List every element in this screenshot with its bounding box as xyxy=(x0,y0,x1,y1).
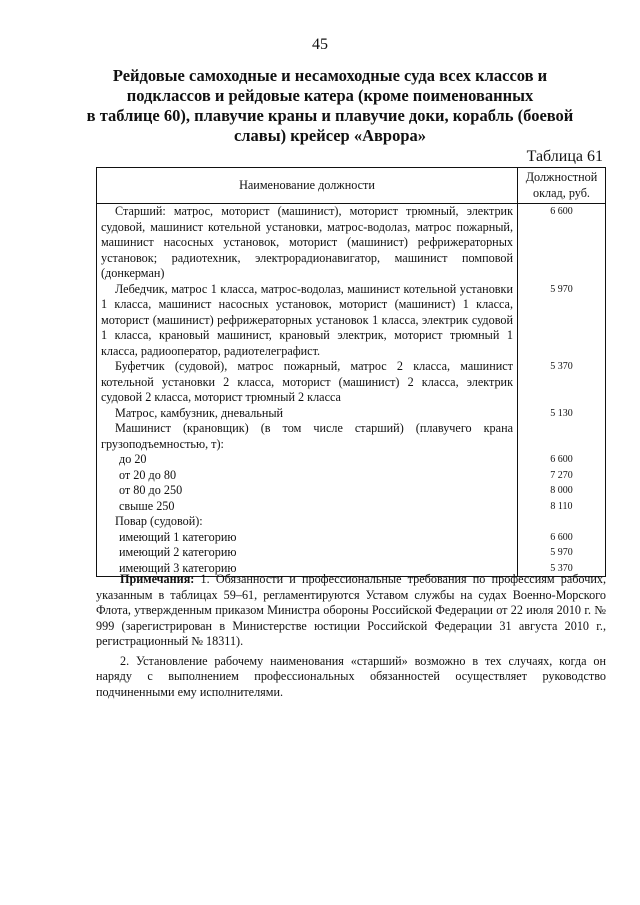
notes-label: Примечания: xyxy=(120,572,195,586)
title-line: в таблице 60), плавучие краны и плавучие доки, корабль (боевой xyxy=(86,106,574,125)
salary-cell: 8 110 xyxy=(518,499,606,515)
note-1-text: 1. Обязанности и профессиональные требования по профессиям рабочих, указанным в таблицах 59–61, регламентируются Уставом службы на судах Военно-Морского Флота, утвержденным приказом Министра обороны Российской Федерации от 22 июля 2010 г. № 999 (зарегистрирован в Министерстве юстиции Российской Федерации 31 августа 2010 г., регистрационный № 18311). xyxy=(96,572,607,648)
salary-cell: 8 000 xyxy=(518,483,606,499)
note-1 xyxy=(96,572,606,650)
position-name-cell: имеющий 3 категорию xyxy=(97,561,518,577)
table-body xyxy=(97,204,606,577)
position-name-cell: Повар (судовой): xyxy=(97,514,518,530)
title-line: славы) крейсер «Аврора» xyxy=(233,126,427,145)
salary-cell: 5 370 xyxy=(518,561,606,577)
table-row xyxy=(97,421,606,452)
table-row xyxy=(97,452,606,468)
note-2 xyxy=(96,654,606,701)
salary-table xyxy=(96,167,606,577)
table-row xyxy=(97,359,606,406)
table-row xyxy=(97,499,606,515)
header-salary: Должностной оклад, руб. xyxy=(518,168,606,204)
document-title xyxy=(80,66,580,146)
table-row xyxy=(97,282,606,360)
position-name-cell: до 20 xyxy=(97,452,518,468)
salary-cell: 5 370 xyxy=(518,359,606,406)
position-name-cell: свыше 250 xyxy=(97,499,518,515)
salary-cell: 6 600 xyxy=(518,530,606,546)
salary-cell: 5 970 xyxy=(518,545,606,561)
position-name-cell: Старший: матрос, моторист (машинист), моторист трюмный, электрик судовой, машинист котельной установки, матрос-водолаз, матрос пожарный, машинист насосных установок, моторист (машинист) рефрижераторных установок; радиотехник, электрорадионавигатор, машинист помповой (донкерман) xyxy=(97,204,518,282)
position-name-cell: от 80 до 250 xyxy=(97,483,518,499)
table-row xyxy=(97,545,606,561)
table-header-row xyxy=(97,168,606,204)
position-name-cell: Матрос, камбузник, дневальный xyxy=(97,406,518,422)
table-row xyxy=(97,468,606,484)
table-row xyxy=(97,514,606,530)
salary-cell: 5 970 xyxy=(518,282,606,360)
header-position-name: Наименование должности xyxy=(97,168,518,204)
salary-cell: 6 600 xyxy=(518,452,606,468)
position-name-cell: от 20 до 80 xyxy=(97,468,518,484)
salary-cell: 6 600 xyxy=(518,204,606,282)
page-number: 45 xyxy=(312,36,328,53)
salary-cell xyxy=(518,514,606,530)
table-row xyxy=(97,204,606,282)
table-row xyxy=(97,406,606,422)
table-label: Таблица 61 xyxy=(526,148,603,165)
salary-cell: 5 130 xyxy=(518,406,606,422)
salary-cell xyxy=(518,421,606,452)
title-line: подклассов и рейдовые катера (кроме поименованных xyxy=(126,86,534,105)
table-row xyxy=(97,530,606,546)
note-2-text: 2. Установление рабочему наименования «старший» возможно в тех случаях, когда он наряду с выполнением профессиональных обязанностей осуществляет руководство подчиненными ему исполнителями. xyxy=(96,653,606,699)
position-name-cell: Буфетчик (судовой), матрос пожарный, матрос 2 класса, машинист котельной установки 2 класса, моторист (машинист) 2 класса, электрик судовой 2 класса, моторист трюмный 2 класса xyxy=(97,359,518,406)
position-name-cell: имеющий 2 категорию xyxy=(97,545,518,561)
table-row xyxy=(97,483,606,499)
notes-section xyxy=(96,572,606,704)
position-name-cell: имеющий 1 категорию xyxy=(97,530,518,546)
position-name-cell: Лебедчик, матрос 1 класса, матрос-водолаз, машинист котельной установки 1 класса, машинист насосных установок, моторист (машинист) 1 класса, моторист (машинист) рефрижераторных установок 1 класса, электрик судовой 1 класса, крановый машинист, крановый электрик, моторист трюмный 1 класса, радиооператор, радиотелеграфист. xyxy=(97,282,518,360)
title-line: Рейдовые самоходные и несамоходные суда всех классов и xyxy=(112,66,548,85)
position-name-cell: Машинист (крановщик) (в том числе старший) (плавучего крана грузоподъемностью, т): xyxy=(97,421,518,452)
salary-cell: 7 270 xyxy=(518,468,606,484)
